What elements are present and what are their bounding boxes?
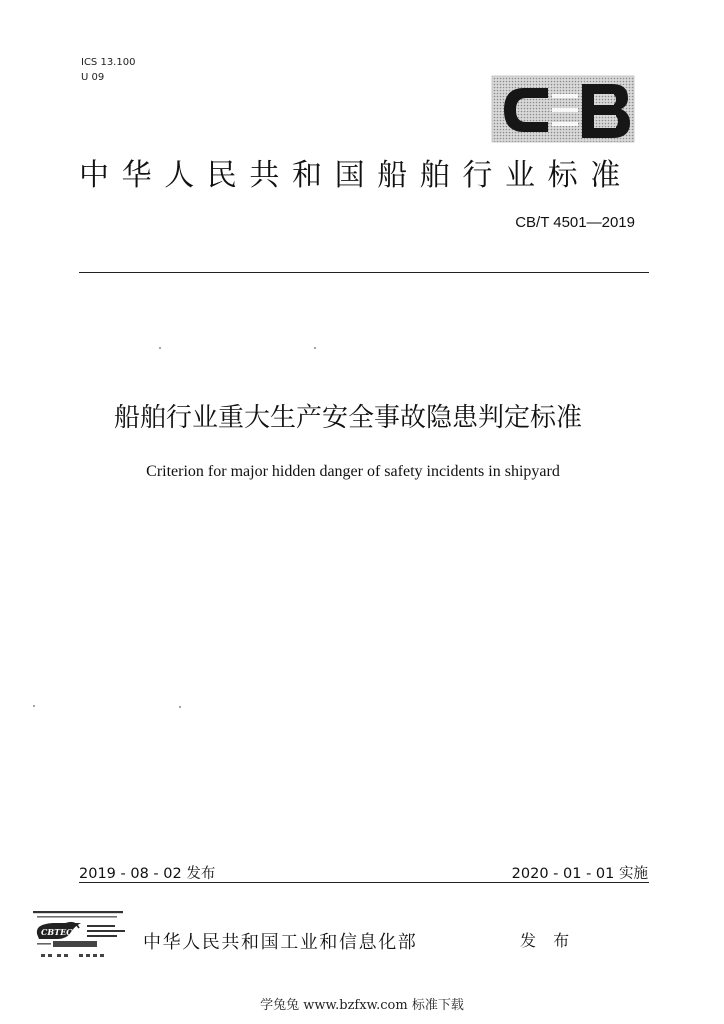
cb-logo-icon	[490, 74, 636, 146]
issuing-authority: 中华人民共和国工业和信息化部	[143, 932, 418, 953]
ics-code: ICS 13.100	[81, 57, 136, 68]
scan-speck	[159, 347, 161, 349]
implementation-date: 2020 - 01 - 01 实施	[511, 866, 648, 882]
classification-codes	[81, 55, 135, 85]
publish-label: 发 布	[520, 931, 576, 950]
scan-speck	[33, 705, 35, 707]
scan-speck	[314, 347, 316, 349]
scan-speck	[179, 706, 181, 708]
header-divider	[79, 272, 649, 273]
ccs-code: U 09	[81, 72, 105, 83]
standard-category-title: 中华人民共和国船舶行业标准	[79, 158, 633, 193]
document-title-cn: 船舶行业重大生产安全事故隐患判定标准	[113, 403, 582, 433]
document-title-en: Criterion for major hidden danger of safety incidents in shipyard	[146, 463, 560, 480]
source-watermark: 学兔兔 www.bzfxw.com 标准下载	[260, 998, 464, 1013]
footer-divider	[79, 882, 649, 883]
cbtec-stamp-icon	[31, 908, 129, 966]
svg-text:CBTEC: CBTEC	[41, 927, 73, 937]
issue-date: 2019 - 08 - 02 发布	[79, 866, 216, 882]
standard-number: CB/T 4501—2019	[515, 214, 635, 231]
